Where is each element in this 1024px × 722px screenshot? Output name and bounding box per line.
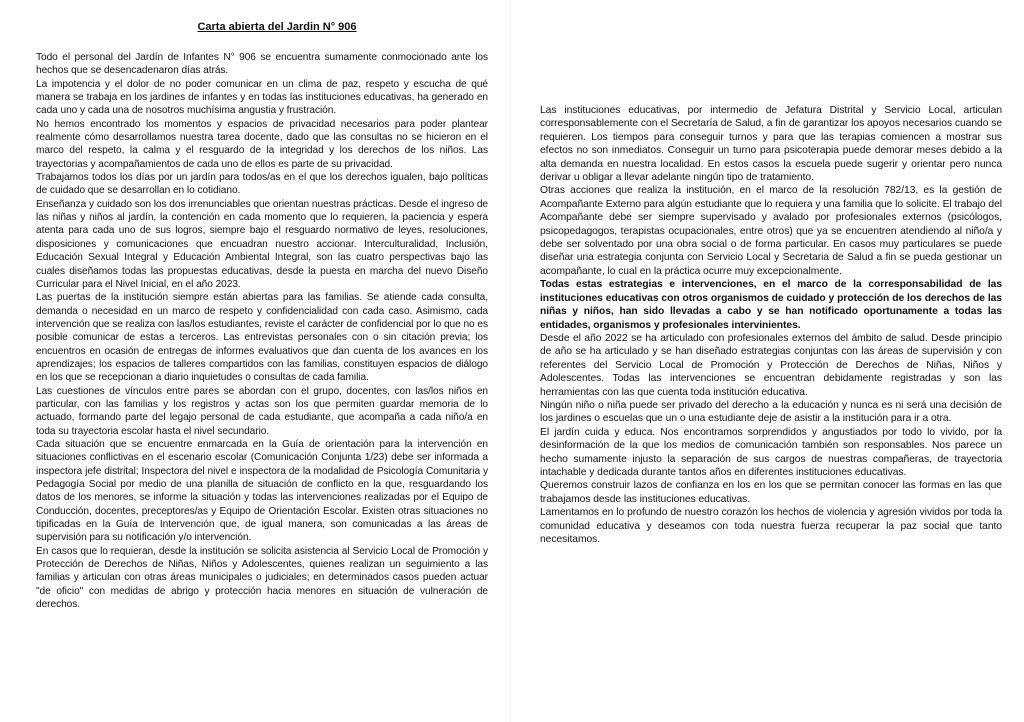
paragraph: Las instituciones educativas, por intermedio de Jefatura Distrital y Servicio Local, articulan corresponsablemente con el Secretaría de Salud, a fin de garantizar los apoyos necesarios cuando se requieren. Los tiempos para conseguir turnos y para que las terapias comiencen a mostrar sus efectos no son inmediatos. Conseguir un turno para psicoterapia puede demorar meses debido a la alta demanda en nuestra localidad. En estos casos la escuela puede sugerir y orientar pero nunca derivar u obligar a llevar adelante ningún tipo de tratamiento. [540,105,1002,184]
paragraph: Enseñanza y cuidado son los dos irrenunciables que orientan nuestras prácticas. Desde el ingreso de las niñas y niños al jardín, la contención en cada momento que lo requieren, la paciencia y espera atenta para cada uno de sus logros, siempre bajo el resguardo normativo de leyes, resoluciones, disposiciones y comunicaciones que encuadran nuestro accionar. Interculturalidad, Inclusión, Educación Sexual Integral y Educación Ambiental Integral, son las cuatro perspectivas bajo las cuales diseñamos todas las propuestas educativas, desde la puesta en marcha del nuevo Diseño Curricular para el Nivel Inicial, en el año 2023. [36,198,488,290]
paragraph: En casos que lo requieran, desde la institución se solicita asistencia al Servicio Local de Promoción y Protección de Derechos de Niñas, Niños y Adolescentes, quienes realizan un seguimiento a las familias y articulan con otras áreas municipales o judiciales; en determinados casos pueden actuar "de oficio" con medidas de abrigo y protección hacia menores en situación de vulneración de derechos. [36,545,488,611]
document-title: Carta abierta del Jardin N° 906 [197,21,357,33]
paragraph: No hemos encontrado los momentos y espacios de privacidad necesarios para poder plantear realmente cómo desarrollamos nuestra tarea docente, dado que las consultas no se hicieron en el marco del respeto, la calma y el resguardo de la integridad y los derechos de los niños. Las trayectorias y acompañamientos de cada uno de ellos es parte de su privacidad. [36,118,488,170]
paragraph: El jardín cuida y educa. Nos encontramos sorprendidos y angustiados por todo lo vivido, por la desinformación de la que los medios de comunicación también son responsables. Nos parece un hecho sumamente injusto la separación de sus cargos de nuestras compañeras, de trayectoria intachable y dedicada durante tantos años en diferentes instituciones educativas. [540,426,1002,478]
page-divider [510,0,511,722]
paragraph: Queremos construir lazos de confianza en los en los que se permitan conocer las formas en las que trabajamos desde las instituciones educativas. [540,480,1002,505]
paragraph: La impotencia y el dolor de no poder comunicar en un clima de paz, respeto y escucha de qué manera se trabaja en los jardines de infantes y en todas las instituciones educativas, ha generado en cada uno y cada una de nosotros muchísima angustia y frustración. [36,78,488,117]
paragraph: Las cuestiones de vínculos entre pares se abordan con el grupo, docentes, con las/los niños en particular, con las familias y los registros y actas son los que permiten guardar memoria de lo actuado, formando parte del legajo personal de cada estudiante, que acompaña a cada niño/a en toda su trayectoria escolar hasta el nivel secundario. [36,385,488,437]
bold-paragraph: Todas estas estrategias e intervenciones, en el marco de la corresponsabilidad de las instituciones educativas con otros organismos de cuidado y protección de los derechos de las niñas y niños, han sido llevadas a cabo y se han notificado oportunamente a todas las entidades, organismos y profesionales intervinientes. [540,279,1002,331]
paragraph: Todo el personal del Jardín de Infantes N° 906 se encuentra sumamente conmocionado ante los hechos que se desencadenaron días atrás. [36,52,488,77]
paragraph: Cada situación que se encuentre enmarcada en la Guía de orientación para la intervención en situaciones conflictivas en el escenario escolar (Comunicación Conjunta 1/23) debe ser informada a inspectora jefe distrital; Inspectora del nivel e inspectora de la modalidad de Psicología Comunitaria y Pedagogía Social por medio de una planilla de situación de conflicto en la que, resguardando los datos de los menores, se informe la situación y todas las intervenciones realizadas por el Equipo de Conducción, docentes, preceptores/as y Equipo de Orientación Escolar. Existen otras situaciones no tipificadas en la Guía de Intervención que, de igual manera, son comunicadas a las áreas de supervisión para su notificación y/o intervención. [36,438,488,544]
right-page [514,0,1024,722]
paragraph: Trabajamos todos los días por un jardín para todos/as en el que los derechos igualen, bajo políticas de cuidado que se desarrollan en lo cotidiano. [36,172,488,197]
paragraph: Desde el año 2022 se ha articulado con profesionales externos del ámbito de salud. Desde principio de año se ha articulado y se han diseñado estrategias conjuntas con las áreas de supervisión y con referentes del Servicio Local de Promoción y Protección de Derechos de Niñas, Niños y Adolescentes. Todas las intervenciones se encuentran debidamente registradas y son las herramientas con las que cuenta toda institución educativa. [540,332,1002,398]
left-page [0,0,508,722]
paragraph: Otras acciones que realiza la institución, en el marco de la resolución 782/13, es la gestión de Acompañante Externo para algún estudiante que lo requiera y una familia que lo solicite. El trabajo del Acompañante debe ser siempre supervisado y avalado por profesionales externos (psicólogos, psicopedagogos, terapistas ocupacionales, entre otros) que ya se encuentren atendiendo al niño/a y debe ser solventado por una obra social o de forma particular. En casos muy particulares se puede diseñar una estrategia conjunta con Servicio Local y Secretaria de Salud a fin se pueda gestionar un acompañante, lo cual en la práctica ocurre muy excepcionalmente. [540,185,1002,277]
paragraph: Las puertas de la institución siempre están abiertas para las familias. Se atiende cada consulta, demanda o necesidad en un marco de respeto y confidencialidad con cada caso. Asimismo, cada intervención que se realiza con las/los estudiantes, reviste el carácter de confidencial por lo que no es posible comunicar de estas a terceros. Las entrevistas personales con o sin citación previa; los encuentros en ocasión de entregas de informes evaluativos que dan cuenta de los avances en los aprendizajes; los espacios de talleres compartidos con las familias, constituyen espacios de diálogo en los que se recepcionan a diario inquietudes o consultas de cada familia. [36,292,488,384]
paragraph: Lamentamos en lo profundo de nuestro corazón los hechos de violencia y agresión vividos por toda la comunidad educativa y deseamos con toda nuestra fuerza recuperar la paz social que tanto necesitamos. [540,507,1002,545]
paragraph: Ningún niño o niña puede ser privado del derecho a la educación y nunca es ni será una decisión de los jardines o escuelas que un o una estudiante deje de asistir a la institución para ir a otra. [540,399,1002,425]
